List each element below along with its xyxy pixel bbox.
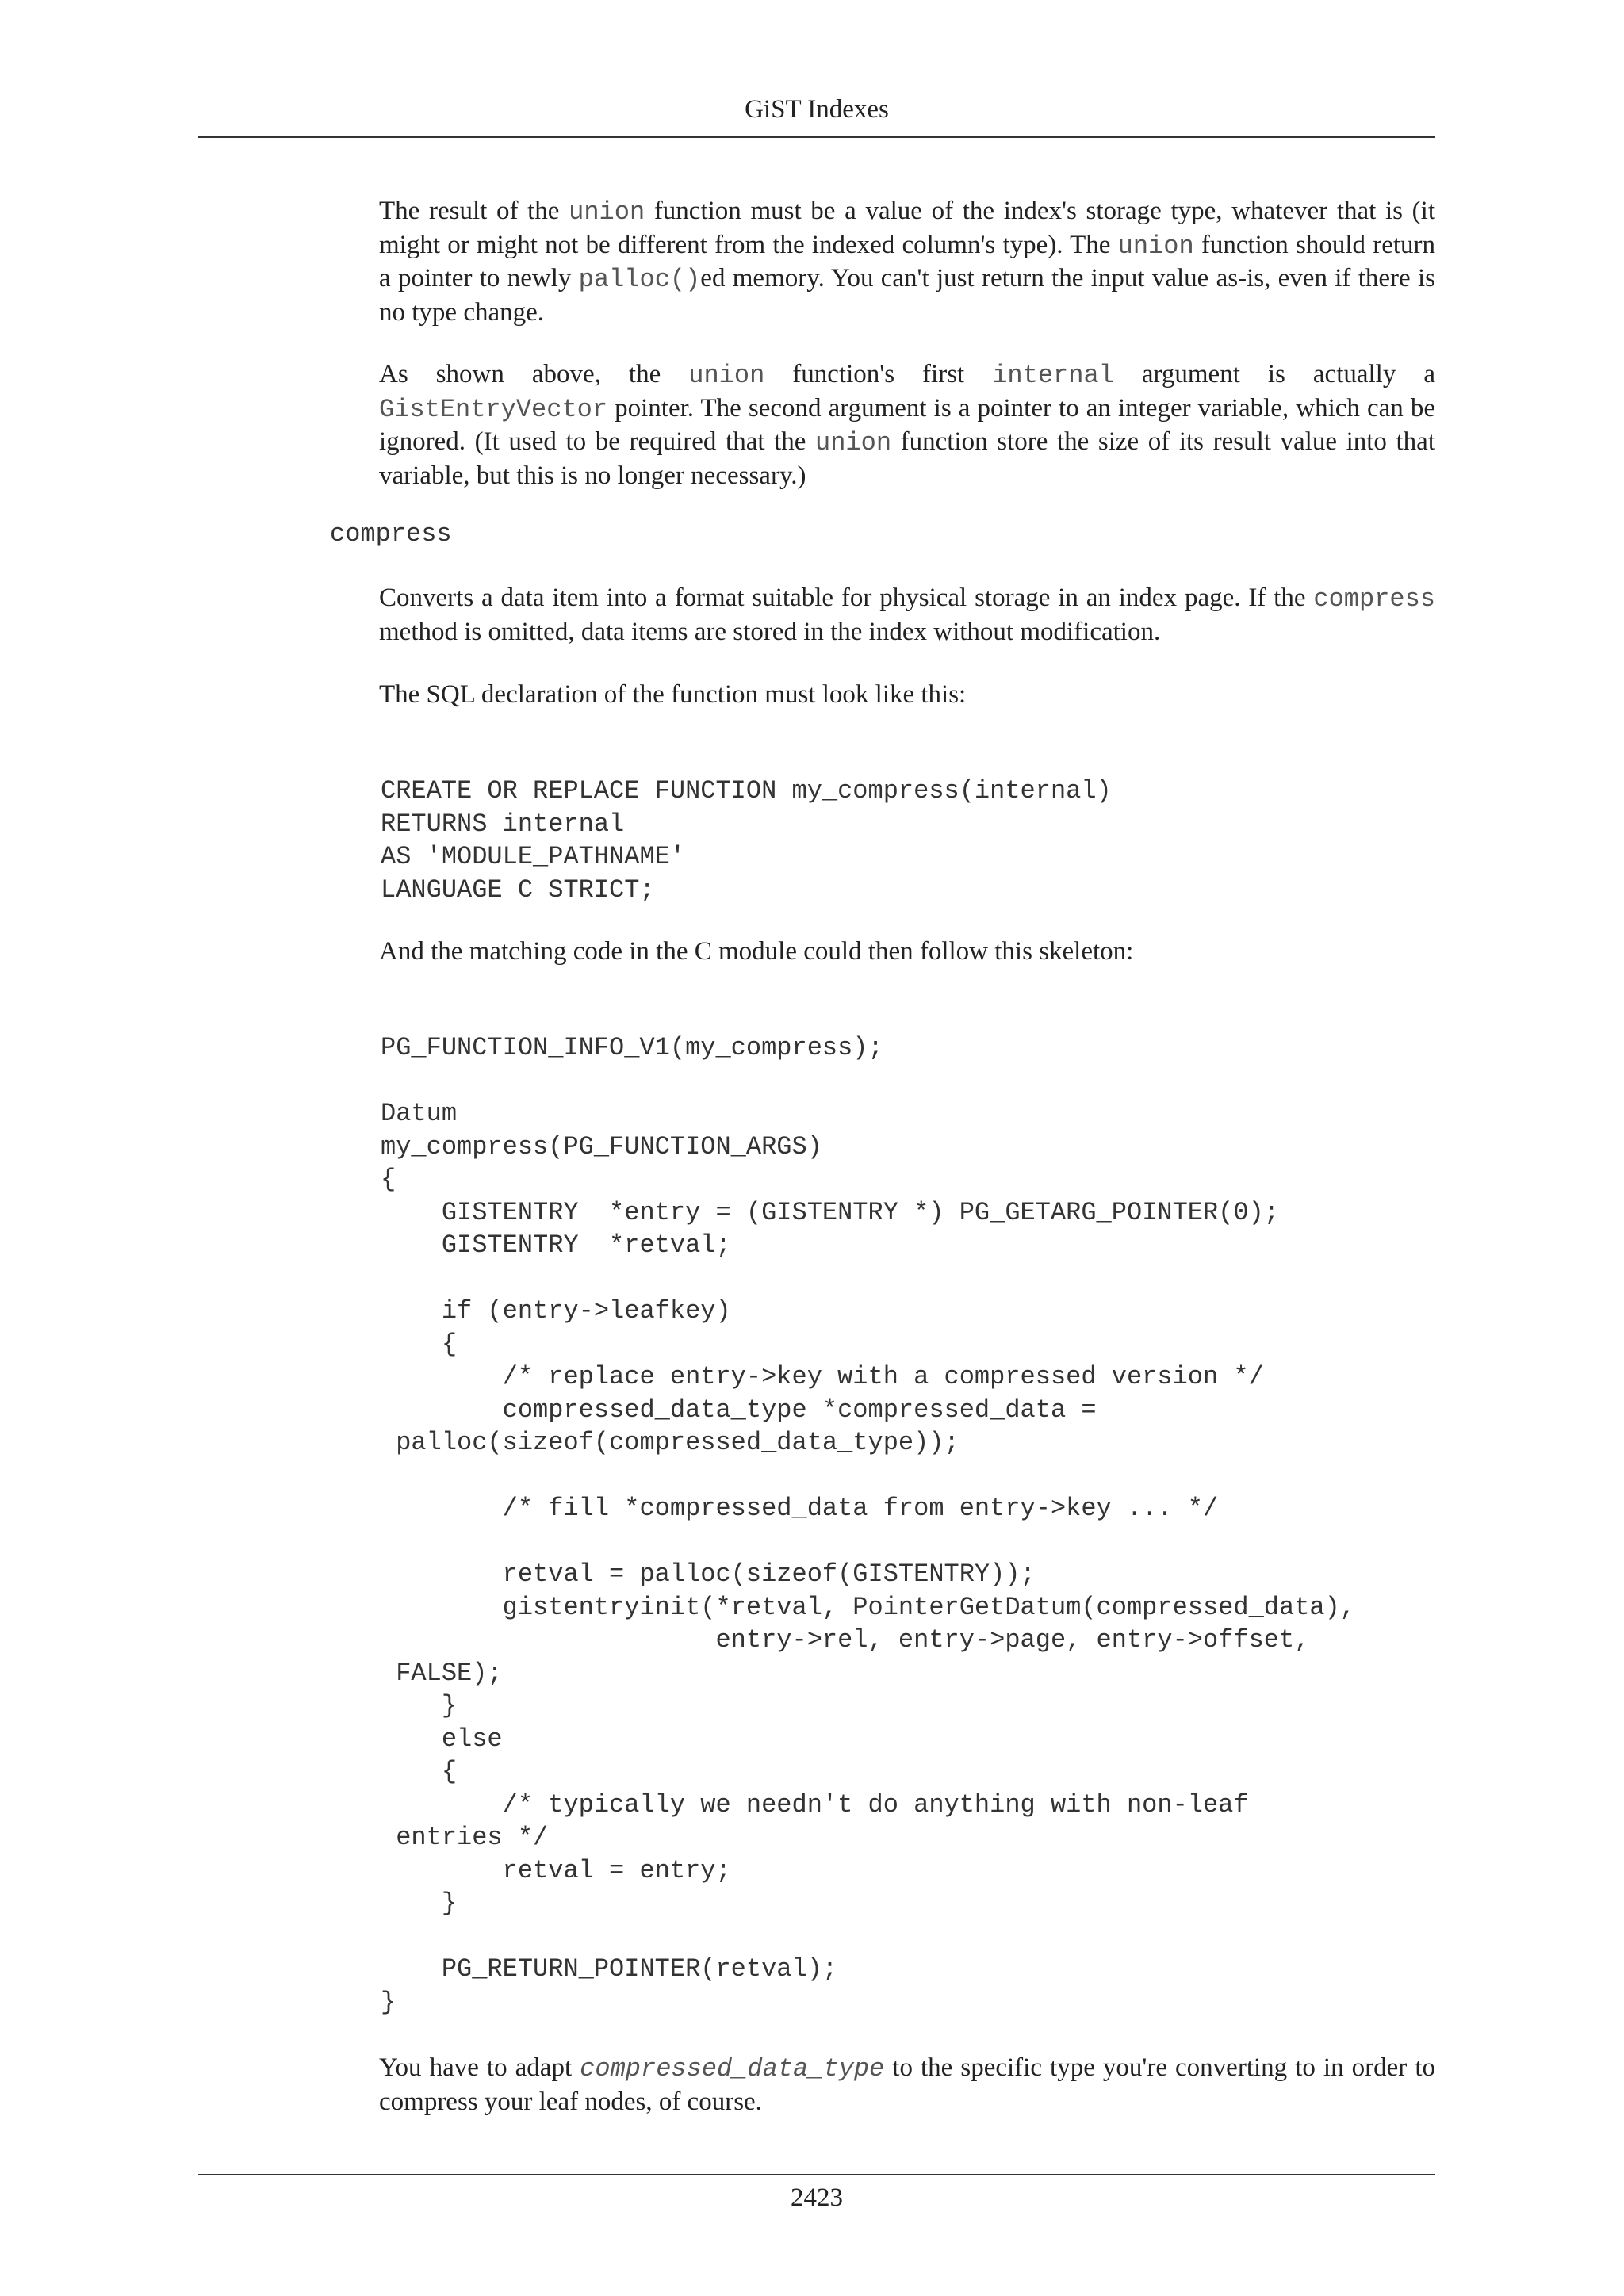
sql-declaration-intro: The SQL declaration of the function must look like this:	[379, 680, 967, 709]
footer-rule	[198, 2174, 1435, 2175]
c-module-intro: And the matching code in the C module could then follow this skeleton:	[379, 937, 1134, 966]
page-header	[198, 94, 1435, 125]
term-compress: compress	[330, 519, 452, 549]
code-union: union	[1117, 231, 1194, 261]
page-footer	[198, 2182, 1435, 2214]
code-compressed-data-type: compressed_data_type	[580, 2054, 885, 2084]
union-result-paragraph: The result of the union function must be a value of the index's storage type, whatever that is (it might or might not be different from the indexed column's type). The union function should return a pointer to newly palloc()ed memory. You can't just return the input value as-is, even if there is no type change.	[379, 197, 1436, 327]
adapt-type-paragraph: You have to adapt compressed_data_type to the specific type you're converting to in order to compress your leaf nodes, of course.	[379, 2053, 1436, 2116]
compress-description-paragraph: Converts a data item into a format suitable for physical storage in an index page. If the compress method is omitted, data items are stored in the index without modification.	[379, 584, 1435, 646]
code-internal: internal	[992, 361, 1114, 390]
c-code-block: PG_FUNCTION_INFO_V1(my_compress); Datum my_compress(PG_FUNCTION_ARGS) { GISTENTRY *entry = (GISTENTRY *) PG_GETARG_POINTER(0); GISTENTRY *retval; if (entry->leafkey) { /* replace entry->key with a compressed version */ compressed_data_type *compressed_data = palloc(sizeof(compressed_data_type)); /* fill *compressed_data from entry->key ... */ retval = palloc(sizeof(GISTENTRY)); gistentryinit(*retval, PointerGetDatum(compressed_data), entry->rel, entry->page, entry->offset, FALSE); } else { /* typically we needn't do anything with non-leaf entries */ retval = entry; } PG_RETURN_POINTER(retval); }	[381, 1033, 1355, 2017]
code-compress: compress	[1313, 584, 1435, 614]
code-union: union	[815, 428, 892, 457]
header-rule	[198, 136, 1435, 138]
code-union: union	[569, 197, 645, 227]
code-palloc: palloc()	[578, 265, 701, 294]
code-union: union	[688, 361, 765, 390]
page-number: 2423	[791, 2183, 843, 2212]
sql-code-block: CREATE OR REPLACE FUNCTION my_compress(internal) RETURNS internal AS 'MODULE_PATHNAME' LANGUAGE C STRICT;	[381, 776, 1112, 905]
code-gistentryvector: GistEntryVector	[379, 394, 608, 424]
header-title: GiST Indexes	[745, 95, 889, 124]
union-arguments-paragraph: As shown above, the union function's first internal argument is actually a GistEntryVector pointer. The second argument is a pointer to an integer variable, which can be ignored. (It used to be required that the union function store the size of its result value into that variable, but this is no longer necessary.)	[379, 360, 1436, 490]
